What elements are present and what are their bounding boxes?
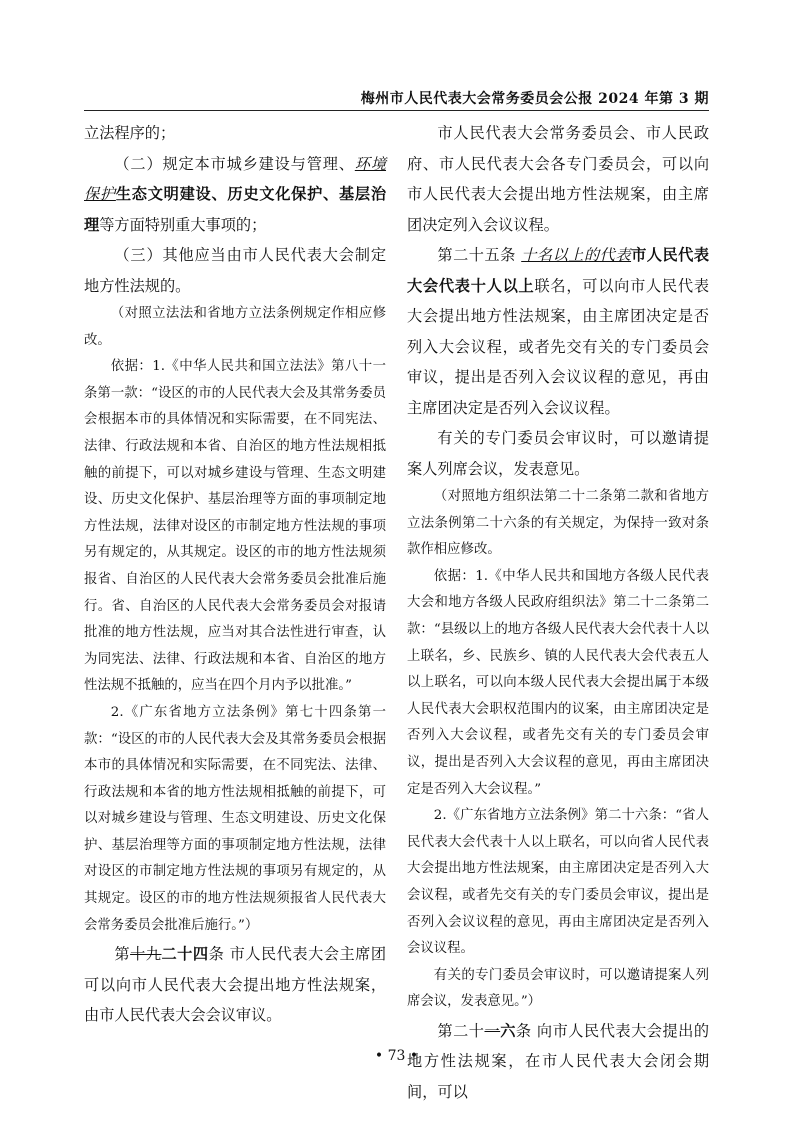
basis-text-3: 有关的专门委员会审议时，可以邀请提案人列席会议，发表意见。”） [407, 967, 709, 1010]
note-text: （对照地方组织法第二十二条第二款和省地方立法条例第二十六条的有关规定，为保持一致对条款作相应修改。 [407, 489, 709, 558]
paragraph-procedure: 立法程序的； [84, 124, 176, 142]
paragraph-committee: 有关的专门委员会审议时，可以邀请提案人列席会议，发表意见。 [407, 429, 709, 478]
bold-text: 市人民代表大会代表十人以上 [407, 246, 710, 295]
inserted-text: 环境保护 [84, 154, 387, 203]
right-column [407, 118, 709, 1107]
journal-header [84, 88, 709, 111]
bold-text: 二十四 [161, 945, 209, 964]
basis-text-2: 2.《广东省地方立法条例》第七十四条第一款：“设区的市的人民代表大会及其常务委员会根据本市的具体情况和实际需要，在不同宪法、法律、行政法规和本省的地方性法规相抵触的前提下，可以对城乡建设与管理、生态文明建设、历史文化保护、基层治理等方面的事项制定地方性法规，法律对设区的市制定地方性法规的事项另有规定的，从其规定。设区的市的地方性法规须报省人民代表大会常务委员会批准后施行。”） [84, 704, 386, 933]
article-26: 第二十一六条 向市人民代表大会提出的地方性法规案，在市人民代表大会闭会期间，可以 [407, 1021, 710, 1101]
note-text: （对照立法法和省地方立法条例规定作相应修改。 [84, 306, 386, 348]
deleted-text: 十名以上的代表 [521, 246, 632, 264]
left-column [84, 118, 386, 1031]
bold-text: 六 [500, 1021, 516, 1040]
paragraph-item-2: （二）规定本市城乡建设与管理、环境保护生态文明建设、历史文化保护、基层治理等方面特别重大事项的； [84, 154, 387, 234]
page-number: • 73 • [374, 1048, 419, 1064]
paragraph-proposers: 市人民代表大会常务委员会、市人民政府、市人民代表大会各专门委员会，可以向市人民代表大会提出地方性法规案，由主席团决定列入会议议程。 [407, 124, 709, 234]
article-25: 第二十五条 十名以上的代表市人民代表大会代表十人以上联名，可以向市人民代表大会提出地方性法规案，由主席团决定是否列入大会议程，或者先交有关的专门委员会审议，提出是否列入会议议程的意见，再由主席团决定是否列入会议议程。 [407, 246, 710, 417]
basis-text-1: 依据：1.《中华人民共和国地方各级人民代表大会和地方各级人民政府组织法》第二十二条第二款：“县级以上的地方各级人民代表大会代表十人以上联名，乡、民族乡、镇的人民代表大会代表五人以上联名，可以向本级人民代表大会提出属于本级人民代表大会职权范围内的议案，由主席团决定是否列入大会议程，或者先交有关的专门委员会审议，提出是否列入大会议程的意见，再由主席团决定是否列入大会议程。” [407, 568, 709, 797]
bold-text: 生态文明建设、历史文化保护、基层治理 [84, 185, 387, 234]
basis-text-1: 依据：1.《中华人民共和国立法法》第八十一条第一款：“设区的市的人民代表大会及其常务委员会根据本市的具体情况和实际需要，在不同宪法、法律、行政法规和本省、自治区的地方性法规相抵触的前提下，可以对城乡建设与管理、生态文明建设、历史文化保护、基层治理等方面的事项制定地方性法规，法律对设区的市制定地方性法规的事项另有规定的，从其规定。设区的市的地方性法规须报省、自治区的人民代表大会常务委员会批准后施行。省、自治区的人民代表大会常务委员会对报请批准的地方性法规，应当对其合法性进行审查，认为同宪法、法律、行政法规和本省、自治区的地方性法规不抵触的，应当在四个月内予以批准。” [84, 359, 386, 694]
paragraph-item-3: （三）其他应当由市人民代表大会制定地方性法规的。 [84, 246, 386, 295]
deleted-text: 十九 [130, 945, 162, 964]
basis-text-2: 2.《广东省地方立法条例》第二十六条：“省人民代表大会代表十人以上联名，可以向省人民代表大会提出地方性法规案，由主席团决定是否列入大会议程，或者先交有关的专门委员会审议，提出是否列入会议议程的意见，再由主席团决定是否列入会议议程。 [407, 808, 709, 957]
journal-title: 梅州市人民代表大会常务委员会公报 2024 年第 3 期 [360, 91, 709, 107]
deleted-text: 一 [484, 1021, 501, 1040]
article-24: 第十九二十四条 市人民代表大会主席团可以向市人民代表大会提出地方性法规案，由市人民代表大会会议审议。 [84, 945, 387, 1025]
